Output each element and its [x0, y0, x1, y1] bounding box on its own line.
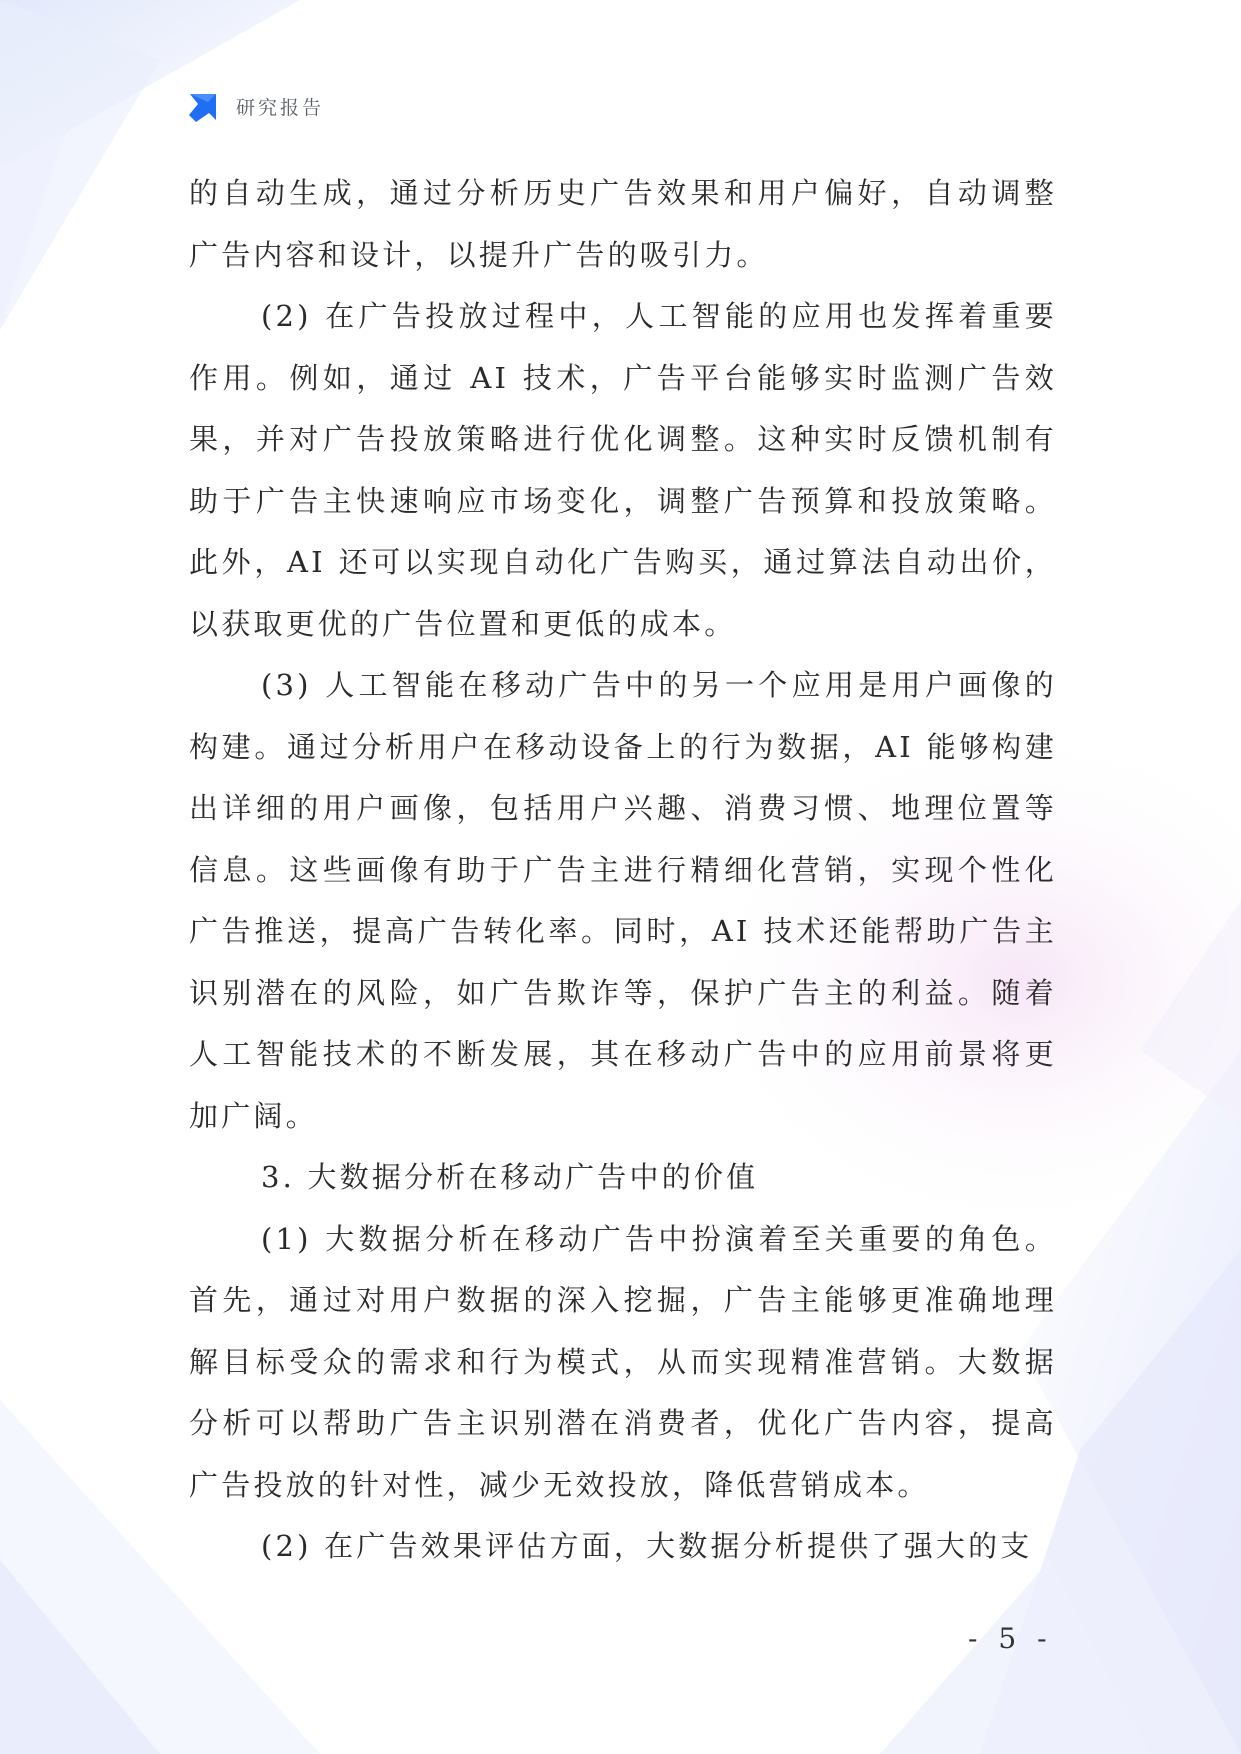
paragraph-big-data-value: (1) 大数据分析在移动广告中扮演着至关重要的角色。首先，通过对用户数据的深入挖掘，广告主能够更准确地理解目标受众的需求和行为模式，从而实现精准营销。大数据分析可以帮助广告主识别潜在消费者，优化广告内容，提高广告投放的针对性，减少无效投放，降低营销成本。 [189, 1221, 1057, 1502]
paragraph-continued: 的自动生成，通过分析历史广告效果和用户偏好，自动调整广告内容和设计，以提升广告的吸引力。 [189, 176, 1057, 272]
arrow-up-right-icon [186, 88, 222, 124]
page-number: - 5 - [968, 1622, 1053, 1655]
section-heading: 3. 大数据分析在移动广告中的价值 [261, 1160, 759, 1194]
header-title: 研究报告 [236, 96, 325, 119]
paragraph-user-profiling: (3) 人工智能在移动广告中的另一个应用是用户画像的构建。通过分析用户在移动设备上的行为数据，AI 能够构建出详细的用户画像，包括用户兴趣、消费习惯、地理位置等信息。这些画像有助于广告主进行精细化营销，实现个性化广告推送，提高广告转化率。同时，AI 技术还能帮助广告主识别潜在的风险，如广告欺诈等，保护广告主的利益。随着人工智能技术的不断发展，其在移动广告中的应用前景将更加广阔。 [189, 668, 1057, 1133]
paragraph-ai-ad-delivery: (2) 在广告投放过程中，人工智能的应用也发挥着重要作用。例如，通过 AI 技术，广告平台能够实时监测广告效果，并对广告投放策略进行优化调整。这种实时反馈机制有助于广告主快速响应市场变化，调整广告预算和投放策略。此外，AI 还可以实现自动化广告购买，通过算法自动出价，以获取更优的广告位置和更低的成本。 [189, 299, 1057, 641]
document-body [189, 163, 1057, 1578]
report-header [186, 88, 324, 124]
paragraph-ad-evaluation: (2) 在广告效果评估方面，大数据分析提供了强大的支 [261, 1529, 1033, 1563]
